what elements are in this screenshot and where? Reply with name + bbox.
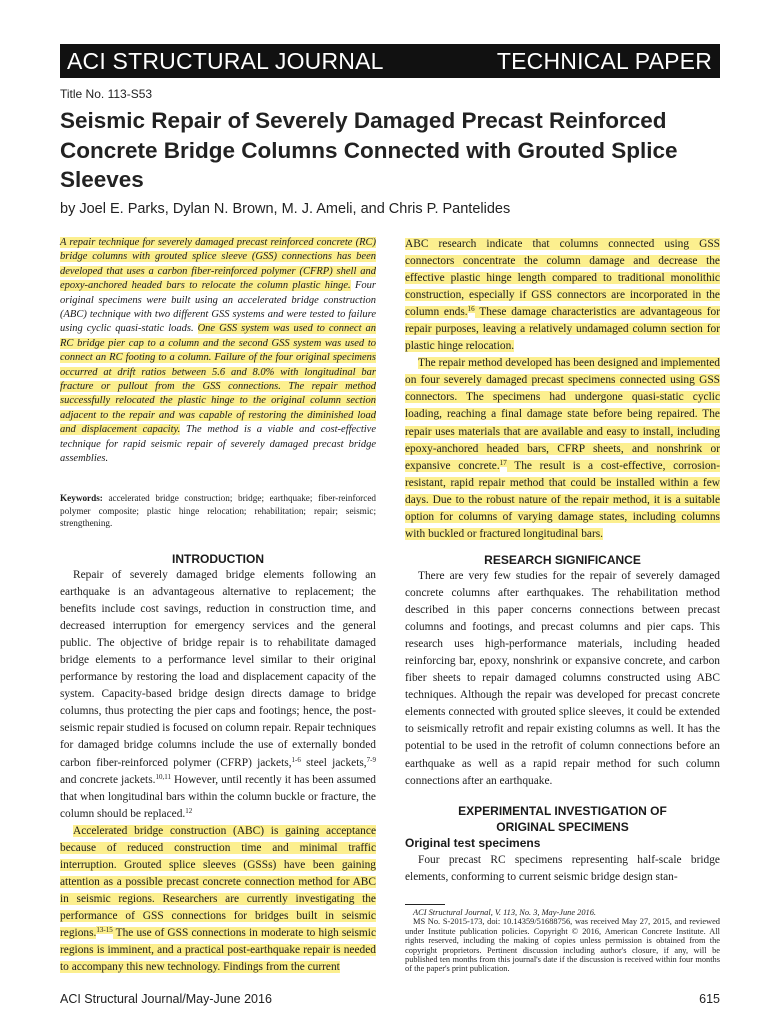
footnote-line-2: MS No. S-2015-173, doi: 10.14359/51688756, was received May 27, 2015, and reviewed under Institute publication policies. Copyright © 2016, American Concrete Institute. All rights reserved, including the making of copies unless permission is obtained from the copyright proprietors. Pertinent discussion including author's closure, if any, will be published ten months from this journal's date if the discussion is received within four months of the paper's print publication.: [405, 917, 720, 974]
keywords: [60, 492, 376, 530]
paper-type: TECHNICAL PAPER: [496, 48, 712, 74]
abstract: [60, 236, 376, 467]
keywords-text: accelerated bridge construction; bridge; earthquake; fiber-reinforced polymer composite; plastic hinge relocation; rehabilitation; repair; seismic; strengthening.: [60, 493, 376, 528]
footnote-divider: [405, 904, 445, 905]
intro-p1-text-d: However, until recently it has been assumed that when longitudinal bars within the column buckle or fracture, the column should be replaced.: [60, 773, 377, 820]
abstract-text-1: Four original specimens were built using an accelerated bridge construction (ABC) technique with two different GSS systems and were tested to failure using cyclic quasi-static loads.: [60, 280, 377, 335]
research-significance-heading: RESEARCH SIGNIFICANCE: [484, 553, 641, 567]
experimental-heading-line-1: EXPERIMENTAL INVESTIGATION OF: [458, 804, 667, 818]
intro-p2-highlight-d: These damage characteristics are advantageous for repair purposes, leaving a relatively undamaged column section for plastic hinge relocation.: [405, 306, 720, 353]
abstract-highlight-2: One GSS system was used to connect an RC bridge pier cap to a column and the second GSS system was used to connect an RC footing to a column. Failure of the four original specimens occurred at drift ratios between 5.6 and 8.0% with longitudinal bar fracture or pullout from the GSS connections. The repair method successfully relocated the plastic hinge to the original column section adjacent to the repair and was capable of restoring the diminished load and displacement capacity.: [60, 323, 376, 436]
intro-p1-text-b: steel jackets,: [300, 756, 367, 769]
keywords-label: Keywords:: [60, 493, 103, 503]
page-number: 615: [699, 992, 720, 1006]
intro-p2-highlight-b: The use of GSS connections in moderate to high seismic regions is imminent, and a practical post-earthquake repair is needed to accompany this new technology. Findings from the current: [60, 926, 376, 974]
citation: 17: [499, 458, 507, 467]
introduction-body-left: [60, 567, 376, 976]
introduction-body-right: [405, 236, 720, 543]
introduction-heading: INTRODUCTION: [172, 552, 264, 566]
title-number: Title No. 113-S53: [60, 87, 153, 101]
citation: 16: [467, 305, 475, 314]
intro-p3-highlight-a: The repair method developed has been designed and implemented on four severely damaged precast specimens connected using GSS connectors. The specimens had undergone quasi-static cyclic loading, reaching a final damage state before being repaired. The repair uses materials that are available and easy to install, including epoxy-anchored headed bars, CFRP sheets, and nonshrink or expansive concrete.: [405, 357, 720, 472]
citation: 7-9: [366, 755, 376, 764]
experimental-body: [405, 852, 720, 886]
paper-title: Seismic Repair of Severely Damaged Precast Reinforced Concrete Bridge Columns Connected with Grouted Splice Sleeves: [60, 108, 678, 192]
intro-p3-highlight-b: The result is a cost-effective, corrosion-resistant, rapid repair method that could be installed within a few days. Due to the robust nature of the repair method, it is a suitable option for columns of varying damage states, including columns with buckled or fractured longitudinal bars.: [405, 459, 720, 540]
intro-paragraph-3: [405, 355, 720, 543]
abstract-highlight-1: A repair technique for severely damaged precast reinforced concrete (RC) bridge columns with grouted splice sleeve (GSS) connections has been developed that uses a carbon fiber-reinforced polymer (CFRP) shell and epoxy-anchored headed bars to relocate the column plastic hinge.: [60, 237, 376, 292]
footnote: [405, 908, 720, 974]
journal-banner: [60, 44, 720, 78]
intro-p2-highlight-c: ABC research indicate that columns connected using GSS connectors concentrate the column damage and decrease the effective plastic hinge length compared to traditional monolithic construction, especially if GSS connectors are incorporated in the column ends.: [405, 238, 720, 319]
intro-paragraph-1: [60, 567, 376, 823]
citation: 10,11: [155, 772, 172, 781]
experimental-heading: [405, 803, 720, 835]
abstract-text-2: The method is a viable and cost-effective technique for rapid seismic repair of severely damaged precast bridge assemblies.: [60, 424, 376, 465]
citation: 12: [185, 806, 193, 815]
intro-p2-highlight-a: Accelerated bridge construction (ABC) is gaining acceptance because of reduced construction time and minimal traffic interruption. Grouted splice sleeves (GSSs) have been gaining attention as a possible precast concrete connection method for ABC in seismic regions. Researchers are currently investigating the performance of GSS connections for bridges built in seismic regions.: [60, 824, 376, 939]
experimental-paragraph: Four precast RC specimens representing half-scale bridge elements, conforming to current seismic bridge design stan-: [405, 854, 720, 884]
experimental-heading-line-2: ORIGINAL SPECIMENS: [496, 820, 629, 834]
author-line: by Joel E. Parks, Dylan N. Brown, M. J. Ameli, and Chris P. Pantelides: [60, 201, 511, 217]
intro-p1-text-a: Repair of severely damaged bridge elements following an earthquake is an advantageous alternative to replacement; the benefits include cost savings, reduction in construction time, and decreased interruption for emergency services and the general public. The objective of bridge repair is to rehabilitate damaged bridge elements to a performance level similar to their original performance by restoring the load and displacement capacity of the system. Capacity-based bridge design directs damage to bridge columns, thus protecting the pier caps and footings; hence, the post-seismic repair studied is focused on column repair. Repair techniques for damaged bridge columns include the use of externally bonded carbon fiber-reinforced polymer (CFRP) jackets,: [60, 569, 376, 769]
research-significance-paragraph: There are very few studies for the repair of severely damaged concrete columns after earthquakes. The rehabilitation method described in this paper concerns connections between precast columns and footings, and precast columns and pier caps. This research uses high-performance materials, including headed reinforcing bar, epoxy, nonshrink or expansive concrete, and carbon fiber sheets to repair damaged columns constructed using ABC techniques. Although the repair was developed for precast concrete elements connected with grouted splice sleeves, it could be extended to seismically retrofit and repair existing columns as well. It has the potential to be used in the retrofit of column connections before an earthquake as well as a rapid repair method for such column connections after an earthquake.: [405, 570, 720, 787]
intro-paragraph-2-continued: [405, 236, 720, 355]
citation: 1-6: [291, 755, 301, 764]
journal-name: ACI STRUCTURAL JOURNAL: [67, 48, 384, 74]
footnote-journal: ACI Structural Journal, V. 113, No. 3, May-June 2016.: [413, 908, 596, 917]
intro-paragraph-2: [60, 823, 376, 976]
intro-p1-text-c: and concrete jackets.: [60, 773, 156, 786]
research-significance-body: [405, 568, 720, 790]
footnote-line-1: [405, 908, 720, 917]
citation: 13-15: [96, 925, 113, 934]
footer-journal-issue: ACI Structural Journal/May-June 2016: [60, 992, 272, 1006]
original-test-specimens-subheading: Original test specimens: [405, 836, 541, 850]
